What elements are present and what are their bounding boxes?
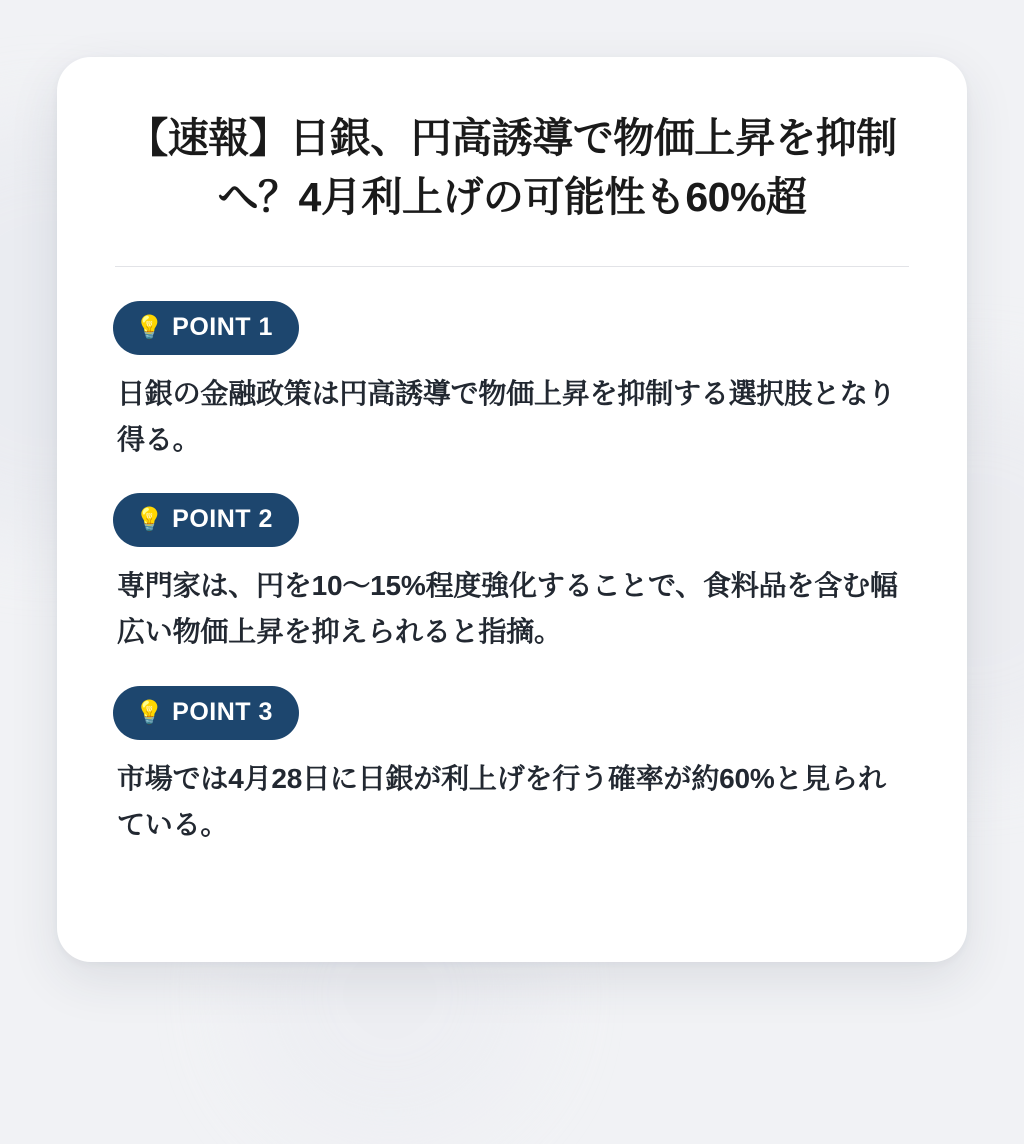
point-item xyxy=(113,301,911,463)
point-item xyxy=(113,493,911,655)
lightbulb-icon: 💡 xyxy=(135,313,165,340)
point-badge-1 xyxy=(113,301,299,355)
point-text: 専門家は、円を10〜15%程度強化することで、食料品を含む幅広い物価上昇を抑えられると指摘。 xyxy=(117,570,898,648)
point-badge-label: POINT 3 xyxy=(172,697,273,726)
point-text: 日銀の金融政策は円高誘導で物価上昇を抑制する選択肢となり得る。 xyxy=(117,377,896,456)
page-title: 【速報】日銀、円高誘導で物価上昇を抑制へ？4月利上げの可能性も60%超 xyxy=(127,115,897,221)
point-item xyxy=(113,686,911,848)
point-badge-3 xyxy=(113,686,299,740)
point-text: 市場では4月28日に日銀が利上げを行う確率が約60%と見られている。 xyxy=(117,762,886,840)
point-badge-label: POINT 2 xyxy=(172,505,273,534)
lightbulb-icon: 💡 xyxy=(135,506,165,533)
point-badge-label: POINT 1 xyxy=(172,312,273,341)
summary-card xyxy=(57,57,967,962)
title-divider xyxy=(115,266,909,267)
point-badge-2 xyxy=(113,493,299,547)
points-list xyxy=(113,301,911,848)
lightbulb-icon: 💡 xyxy=(135,698,165,725)
